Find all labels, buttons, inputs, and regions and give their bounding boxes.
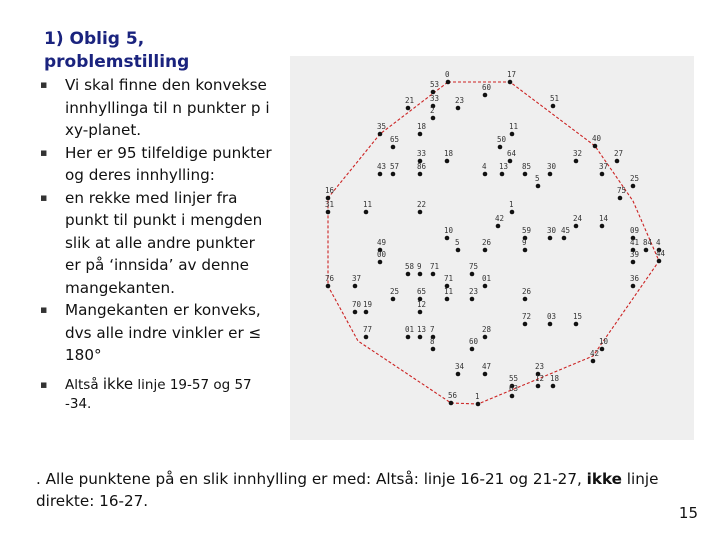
point-marker xyxy=(431,116,436,121)
point-label: 9 xyxy=(522,238,527,247)
data-point xyxy=(550,94,559,108)
data-point xyxy=(550,374,560,388)
bullet-text-pre: Altså xyxy=(65,376,103,393)
data-point xyxy=(509,200,514,214)
data-point xyxy=(352,300,362,314)
point-label: 60 xyxy=(482,83,492,92)
bullet-text-post: linje 19-57 og 57 -34. xyxy=(65,376,252,412)
point-label: 34 xyxy=(455,362,465,371)
point-label: 18 xyxy=(444,149,454,158)
point-label: 5 xyxy=(535,174,540,183)
point-marker xyxy=(456,372,461,377)
point-label: 37 xyxy=(599,162,609,171)
point-marker xyxy=(446,80,451,85)
data-point xyxy=(455,362,465,376)
point-label: 4 xyxy=(656,238,661,247)
point-marker xyxy=(391,172,396,177)
data-point xyxy=(482,274,491,288)
point-label: 86 xyxy=(417,162,427,171)
data-point xyxy=(445,70,450,84)
point-marker xyxy=(353,310,358,315)
data-point xyxy=(405,325,414,339)
point-marker xyxy=(536,184,541,189)
point-label: 31 xyxy=(325,200,335,209)
point-label: 36 xyxy=(630,274,640,283)
point-label: 47 xyxy=(482,362,492,371)
point-marker xyxy=(470,297,475,302)
point-label: 35 xyxy=(377,122,387,131)
point-marker xyxy=(523,322,528,327)
point-marker xyxy=(418,210,423,215)
point-label: 60 xyxy=(469,337,479,346)
point-marker xyxy=(445,236,450,241)
point-label: 40 xyxy=(592,134,602,143)
point-label: 42 xyxy=(590,349,600,358)
point-label: 43 xyxy=(377,162,387,171)
data-point xyxy=(535,174,540,188)
point-label: 70 xyxy=(352,300,362,309)
point-label: 16 xyxy=(325,186,335,195)
point-marker xyxy=(574,224,579,229)
point-label: 23 xyxy=(455,96,465,105)
point-marker xyxy=(574,322,579,327)
point-label: 26 xyxy=(522,287,532,296)
point-label: 14 xyxy=(599,214,609,223)
point-label: 71 xyxy=(430,262,440,271)
point-label: 12 xyxy=(535,374,545,383)
bullet-item xyxy=(40,375,272,414)
point-marker xyxy=(644,248,649,253)
point-label: 53 xyxy=(430,80,440,89)
point-marker xyxy=(449,401,454,406)
bullet-dot-icon: ▪ xyxy=(40,78,48,91)
data-point xyxy=(352,274,361,288)
data-point xyxy=(430,262,439,276)
point-marker xyxy=(378,172,383,177)
data-point xyxy=(469,287,478,301)
data-point xyxy=(430,106,435,120)
data-point xyxy=(363,325,372,339)
point-marker xyxy=(445,297,450,302)
data-point xyxy=(499,162,508,176)
point-label: 19 xyxy=(363,300,373,309)
point-label: 2 xyxy=(430,106,435,115)
point-marker xyxy=(631,284,636,289)
point-label: 39 xyxy=(630,250,640,259)
point-marker xyxy=(548,236,553,241)
data-point xyxy=(522,238,527,252)
point-label: 15 xyxy=(573,312,583,321)
data-point xyxy=(417,262,422,276)
data-point xyxy=(522,312,531,326)
point-label: 85 xyxy=(522,162,532,171)
data-point xyxy=(482,325,492,339)
bullet-text: Vi skal finne den konvekse innhyllinga til n punkter p i xy-planet. xyxy=(65,76,270,139)
point-label: 41 xyxy=(630,238,640,247)
data-point xyxy=(482,83,492,97)
point-marker xyxy=(406,335,411,340)
bullet-dot-icon: ▪ xyxy=(40,377,48,391)
point-marker xyxy=(523,297,528,302)
data-point xyxy=(547,226,557,240)
data-point xyxy=(405,96,414,110)
point-label: 57 xyxy=(390,162,400,171)
data-point xyxy=(390,287,399,301)
point-marker xyxy=(445,159,450,164)
point-label: 01 xyxy=(405,325,415,334)
point-marker xyxy=(406,106,411,111)
data-point xyxy=(417,300,426,314)
point-label: 26 xyxy=(482,238,492,247)
point-label: 63 xyxy=(509,384,519,393)
point-label: 72 xyxy=(522,312,532,321)
bullet-item xyxy=(40,74,272,142)
point-marker xyxy=(500,172,505,177)
bullet-dot-icon: ▪ xyxy=(40,145,48,159)
point-label: 01 xyxy=(482,274,492,283)
point-label: 03 xyxy=(547,312,557,321)
data-point xyxy=(656,249,666,263)
data-point xyxy=(417,122,427,136)
point-label: 23 xyxy=(469,287,479,296)
data-point xyxy=(522,287,532,301)
data-point xyxy=(325,200,334,214)
data-point xyxy=(630,250,639,264)
data-point xyxy=(590,349,599,363)
footer-text-post: linje direkte: 16-27. xyxy=(36,470,659,510)
data-point xyxy=(599,162,608,176)
convex-hull-plot xyxy=(290,56,694,440)
data-point xyxy=(377,122,386,136)
point-marker xyxy=(364,210,369,215)
data-point xyxy=(444,287,453,301)
point-marker xyxy=(431,272,436,277)
data-point xyxy=(547,162,557,176)
point-marker xyxy=(483,93,488,98)
point-label: 18 xyxy=(417,122,427,131)
data-point xyxy=(630,274,640,288)
point-label: 71 xyxy=(444,274,454,283)
point-label: 11 xyxy=(363,200,373,209)
data-point xyxy=(482,162,487,176)
point-marker xyxy=(418,310,423,315)
point-marker xyxy=(326,210,331,215)
footer-text-emphasis: ikke xyxy=(586,470,622,488)
data-point xyxy=(561,226,570,240)
slide-title: 1) Oblig 5, problemstilling xyxy=(44,29,190,72)
point-marker xyxy=(483,335,488,340)
point-label: 30 xyxy=(547,226,557,235)
data-point xyxy=(363,300,372,314)
point-label: 25 xyxy=(390,287,400,296)
data-point xyxy=(430,337,435,351)
data-point xyxy=(599,214,609,228)
point-marker xyxy=(483,372,488,377)
point-marker xyxy=(508,159,513,164)
point-label: 33 xyxy=(417,149,427,158)
point-marker xyxy=(615,159,620,164)
point-marker xyxy=(483,248,488,253)
point-marker xyxy=(508,80,513,85)
point-label: 24 xyxy=(573,214,583,223)
point-label: 0 xyxy=(445,70,450,79)
point-marker xyxy=(364,310,369,315)
data-point xyxy=(325,274,335,288)
point-label: 51 xyxy=(550,94,560,103)
point-label: 8 xyxy=(430,337,435,346)
point-label: 55 xyxy=(509,374,519,383)
bullet-item xyxy=(40,142,272,187)
data-point xyxy=(430,80,439,94)
point-marker xyxy=(548,322,553,327)
data-point xyxy=(599,337,609,351)
data-point xyxy=(495,214,504,228)
point-label: 32 xyxy=(573,149,583,158)
point-marker xyxy=(418,335,423,340)
bullet-item xyxy=(40,299,272,367)
point-label: 28 xyxy=(482,325,492,334)
point-label: 9 xyxy=(417,262,422,271)
point-marker xyxy=(523,248,528,253)
point-marker xyxy=(476,402,481,407)
point-marker xyxy=(456,248,461,253)
point-marker xyxy=(391,297,396,302)
data-point xyxy=(573,312,582,326)
point-label: 10 xyxy=(444,226,454,235)
point-label: 11 xyxy=(444,287,454,296)
bullet-text: Her er 95 tilfeldige punkter og deres innhylling: xyxy=(65,143,272,184)
data-point xyxy=(444,226,454,240)
point-label: 22 xyxy=(417,200,427,209)
point-label: 10 xyxy=(599,337,609,346)
point-label: 13 xyxy=(499,162,509,171)
data-point xyxy=(390,135,399,149)
data-point xyxy=(497,135,507,149)
footer-text-pre: . Alle punktene på en slik innhylling er med: Altså: linje 16-21 og 21-27, xyxy=(36,470,587,488)
point-label: 11 xyxy=(509,122,519,131)
point-label: 65 xyxy=(417,287,427,296)
point-label: 5 xyxy=(455,238,460,247)
point-label: 45 xyxy=(561,226,571,235)
point-marker xyxy=(631,260,636,265)
convex-hull-figure xyxy=(290,56,694,440)
data-point xyxy=(469,337,479,351)
data-point xyxy=(417,325,426,339)
point-marker xyxy=(456,106,461,111)
data-point xyxy=(455,238,460,252)
point-marker xyxy=(551,384,556,389)
point-marker xyxy=(483,172,488,177)
data-point xyxy=(509,384,518,398)
point-label: 25 xyxy=(630,174,640,183)
data-point xyxy=(417,162,427,176)
point-label: 7 xyxy=(430,325,435,334)
footer-text xyxy=(36,468,686,512)
point-marker xyxy=(391,145,396,150)
data-point xyxy=(547,312,556,326)
point-label: 49 xyxy=(377,238,387,247)
point-marker xyxy=(431,347,436,352)
point-label: 33 xyxy=(430,94,440,103)
point-label: 30 xyxy=(547,162,557,171)
point-label: 65 xyxy=(390,135,400,144)
point-marker xyxy=(418,172,423,177)
point-marker xyxy=(510,394,515,399)
bullet-text-emphasis: ikke xyxy=(102,374,134,393)
data-point xyxy=(444,149,454,163)
data-point xyxy=(475,392,480,406)
point-marker xyxy=(631,184,636,189)
point-label: 12 xyxy=(417,300,427,309)
point-label: 75 xyxy=(469,262,479,271)
point-marker xyxy=(496,224,501,229)
point-label: 42 xyxy=(495,214,505,223)
data-point xyxy=(377,162,386,176)
data-point xyxy=(643,238,653,252)
point-label: 44 xyxy=(656,249,666,258)
point-marker xyxy=(510,132,515,137)
point-marker xyxy=(657,259,662,264)
point-label: 13 xyxy=(417,325,427,334)
point-label: 1 xyxy=(509,200,514,209)
data-point xyxy=(522,162,531,176)
data-point xyxy=(455,96,464,110)
point-marker xyxy=(353,284,358,289)
point-label: 27 xyxy=(614,149,624,158)
point-label: 37 xyxy=(352,274,362,283)
point-marker xyxy=(418,132,423,137)
data-point xyxy=(405,262,415,276)
point-marker xyxy=(378,132,383,137)
data-point xyxy=(630,174,639,188)
point-marker xyxy=(406,272,411,277)
point-marker xyxy=(536,384,541,389)
point-marker xyxy=(326,284,331,289)
point-marker xyxy=(523,172,528,177)
data-point xyxy=(377,250,387,264)
point-marker xyxy=(551,104,556,109)
data-point xyxy=(417,200,426,214)
data-point xyxy=(573,149,582,163)
point-label: 23 xyxy=(535,362,545,371)
point-marker xyxy=(562,236,567,241)
point-marker xyxy=(591,359,596,364)
point-marker xyxy=(483,284,488,289)
point-marker xyxy=(600,347,605,352)
point-label: 17 xyxy=(507,70,517,79)
bullet-text: Mangekanten er konveks, dvs alle indre vinkler er ≤ 180° xyxy=(65,301,262,364)
point-label: 18 xyxy=(550,374,560,383)
data-point xyxy=(535,374,544,388)
point-marker xyxy=(470,272,475,277)
data-point xyxy=(482,238,492,252)
point-label: 76 xyxy=(325,274,335,283)
data-point xyxy=(573,214,583,228)
bullet-item xyxy=(40,187,272,300)
point-marker xyxy=(548,172,553,177)
point-marker xyxy=(593,144,598,149)
point-marker xyxy=(618,196,623,201)
data-point xyxy=(507,149,517,163)
point-label: 09 xyxy=(630,226,640,235)
point-label: 84 xyxy=(643,238,653,247)
point-marker xyxy=(364,335,369,340)
page-number: 15 xyxy=(678,504,698,522)
point-marker xyxy=(600,224,605,229)
point-marker xyxy=(600,172,605,177)
point-marker xyxy=(378,260,383,265)
data-point xyxy=(614,149,623,163)
point-label: 1 xyxy=(475,392,480,401)
bullet-dot-icon: ▪ xyxy=(40,303,48,316)
point-label: 58 xyxy=(405,262,415,271)
bullet-dot-icon: ▪ xyxy=(40,190,48,204)
point-marker xyxy=(418,272,423,277)
data-point xyxy=(390,162,399,176)
point-label: 00 xyxy=(377,250,387,259)
point-label: 64 xyxy=(507,149,517,158)
data-point xyxy=(325,186,335,200)
data-point xyxy=(507,70,516,84)
data-point xyxy=(363,200,372,214)
point-label: 4 xyxy=(482,162,487,171)
point-label: 50 xyxy=(497,135,507,144)
data-point xyxy=(592,134,602,148)
point-marker xyxy=(498,145,503,150)
data-point xyxy=(617,186,626,200)
point-marker xyxy=(574,159,579,164)
data-point xyxy=(469,262,478,276)
point-label: 59 xyxy=(522,226,532,235)
bullet-list xyxy=(40,74,272,414)
point-label: 56 xyxy=(448,391,458,400)
point-label: 21 xyxy=(405,96,415,105)
point-label: 75 xyxy=(617,186,627,195)
point-marker xyxy=(510,210,515,215)
bullet-text: en rekke med linjer fra punkt til punkt i mengden slik at alle andre punkter er på ‘innsida’ av denne mangekanten. xyxy=(65,188,263,297)
data-point xyxy=(482,362,491,376)
data-point xyxy=(509,122,518,136)
point-marker xyxy=(470,347,475,352)
point-label: 77 xyxy=(363,325,373,334)
